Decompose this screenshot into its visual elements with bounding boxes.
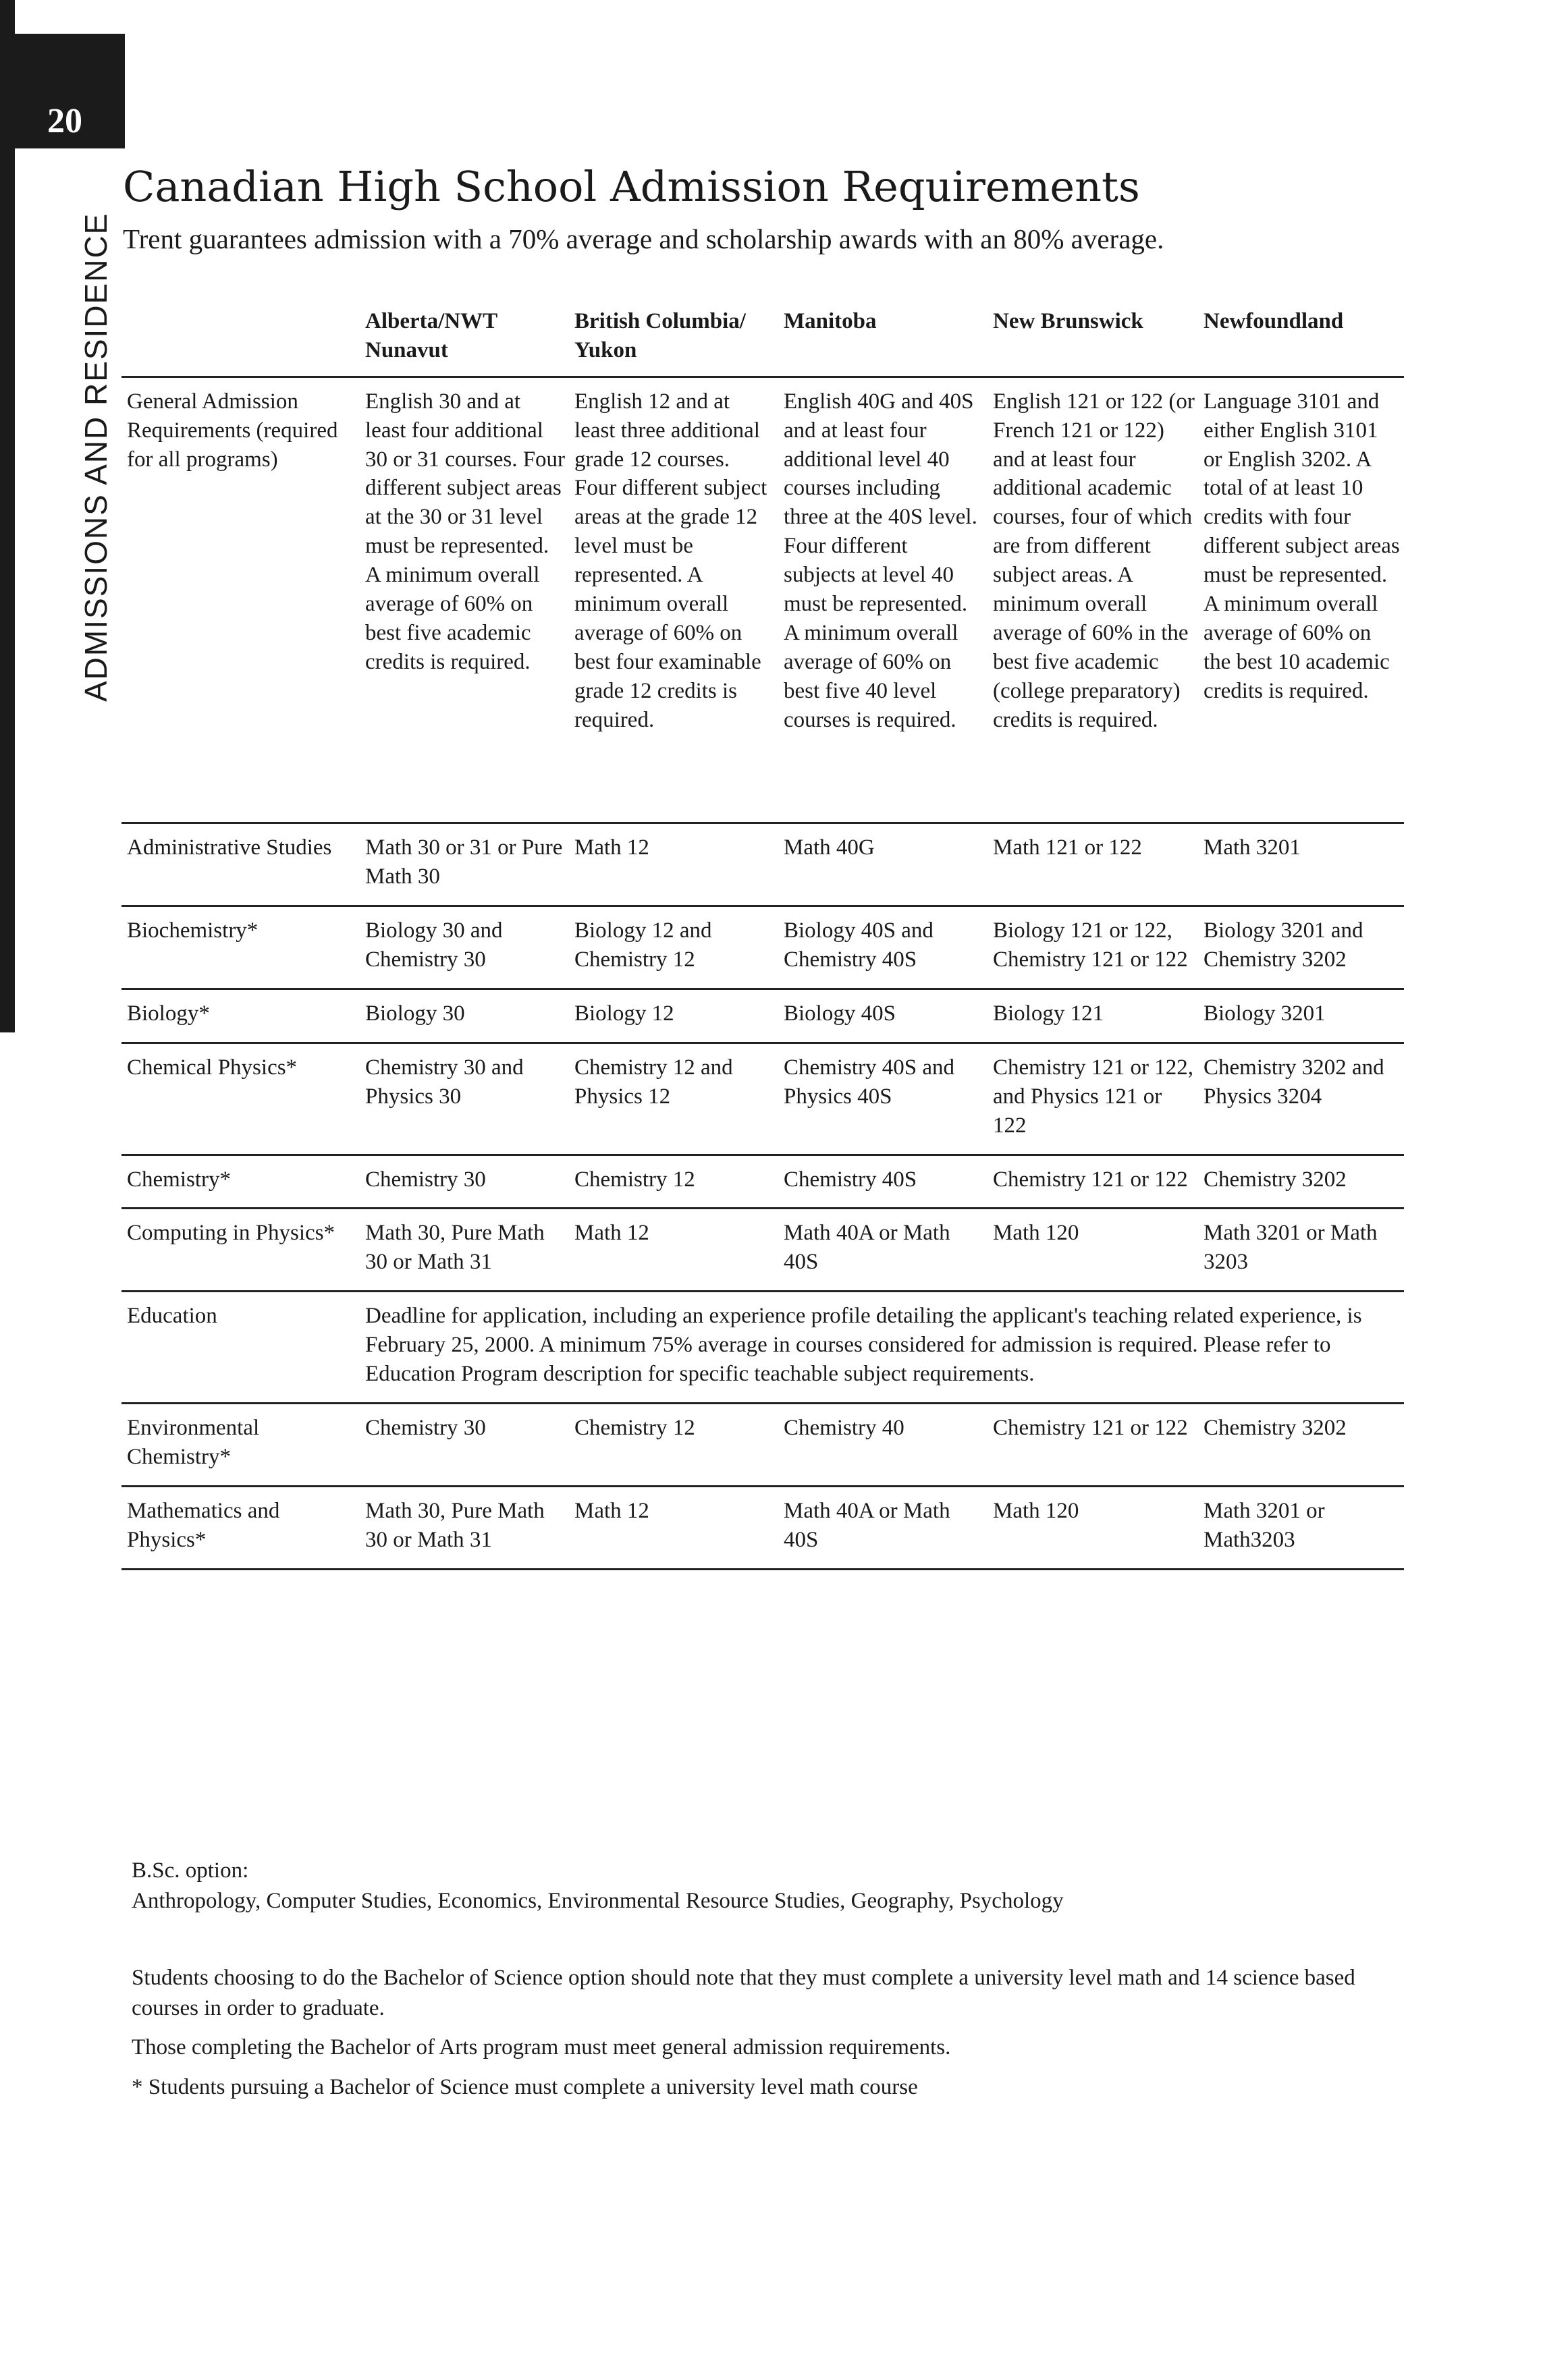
table-cell: Chemistry 30 and Physics 30 <box>361 1043 570 1155</box>
table-cell: Chemistry 3202 and Physics 3204 <box>1199 1043 1404 1155</box>
table-cell: Biology 3201 and Chemistry 3202 <box>1199 906 1404 989</box>
column-header-manitoba: Manitoba <box>780 300 989 377</box>
table-cell: English 12 and at least three additional grade 12 courses. Four different subject areas at the grade 12 level must be represented. A minimum overall average of 60% on best four examinable grade 12 credits is required. <box>574 389 767 732</box>
row-label: Education <box>121 1292 361 1404</box>
row-label: Computing in Physics* <box>121 1209 361 1292</box>
column-header <box>121 300 361 377</box>
education-note: Deadline for application, including an experience profile detailing the applicant's teaching related experience, is February 25, 2000. A minimum 75% average in courses considered for admission is required. Please refer to Education Program description for specific teachable subject requirements. <box>361 1292 1404 1404</box>
row-label: Chemical Physics* <box>121 1043 361 1155</box>
row-label: Chemistry* <box>121 1155 361 1209</box>
table-cell: English 40G and 40S and at least four additional level 40 courses including three at the 40S level. Four different subjects at level 40 must be represented. A minimum overall average of 60% on best five 40 level courses is required. <box>784 389 977 732</box>
table-cell: Biology 30 <box>361 989 570 1043</box>
table-cell: Math 40G <box>780 823 989 906</box>
page-subtitle: Trent guarantees admission with a 70% average and scholarship awards with an 80% average. <box>123 223 1164 254</box>
table-row <box>121 1209 1404 1292</box>
table-cell: Chemistry 30 <box>361 1403 570 1486</box>
table-row <box>121 989 1404 1043</box>
table-cell: Biology 121 <box>989 989 1199 1043</box>
page-number: 20 <box>47 102 82 140</box>
table-row-general <box>121 377 1404 823</box>
bsc-option-heading: B.Sc. option: <box>132 1858 249 1883</box>
sidebar-strip <box>0 0 15 1032</box>
table-cell: Math 120 <box>989 1209 1199 1292</box>
table-cell: Math 120 <box>989 1486 1199 1569</box>
table-row <box>121 823 1404 906</box>
table-cell: Chemistry 12 <box>570 1403 780 1486</box>
table-cell: Math 3201 <box>1199 823 1404 906</box>
table-cell: Chemistry 12 and Physics 12 <box>570 1043 780 1155</box>
table-cell: Biology 12 <box>570 989 780 1043</box>
table-cell: Biology 40S <box>780 989 989 1043</box>
table-cell: Biology 12 and Chemistry 12 <box>570 906 780 989</box>
row-label: Biochemistry* <box>121 906 361 989</box>
table-row <box>121 1403 1404 1486</box>
table-cell: Math 12 <box>570 823 780 906</box>
table-cell: Math 40A or Math 40S <box>780 1209 989 1292</box>
table-cell: Biology 3201 <box>1199 989 1404 1043</box>
table-cell: Chemistry 3202 <box>1199 1403 1404 1486</box>
table-cell: Math 30, Pure Math 30 or Math 31 <box>361 1486 570 1569</box>
column-header-alberta: Alberta/NWT Nunavut <box>361 300 570 377</box>
table-cell: Math 12 <box>570 1209 780 1292</box>
table-cell: Chemistry 40S and Physics 40S <box>780 1043 989 1155</box>
table-cell: Biology 121 or 122, Chemistry 121 or 122 <box>989 906 1199 989</box>
table-row <box>121 1155 1404 1209</box>
section-label: ADMISSIONS AND RESIDENCE <box>78 212 113 702</box>
table-cell: Math 3201 or Math 3203 <box>1199 1209 1404 1292</box>
table-cell: Biology 30 and Chemistry 30 <box>361 906 570 989</box>
row-label: Mathematics and Physics* <box>121 1486 361 1569</box>
table-cell: Chemistry 121 or 122, and Physics 121 or 122 <box>989 1043 1199 1155</box>
page-number-tab <box>0 34 125 148</box>
column-header-new-brunswick: New Brunswick <box>989 300 1199 377</box>
row-label: Biology* <box>121 989 361 1043</box>
column-header-newfoundland: Newfoundland <box>1199 300 1404 377</box>
table-cell: Chemistry 12 <box>570 1155 780 1209</box>
page-title: Canadian High School Admission Requirements <box>123 162 1140 211</box>
admission-requirements-table <box>121 300 1404 1570</box>
table-cell: Chemistry 30 <box>361 1155 570 1209</box>
table-cell: Chemistry 121 or 122 <box>989 1155 1199 1209</box>
table-row <box>121 1043 1404 1155</box>
row-label: General Admission Requirements (required for all programs) <box>127 389 338 472</box>
table-cell: Chemistry 40S <box>780 1155 989 1209</box>
table-cell: Chemistry 3202 <box>1199 1155 1404 1209</box>
asterisk-footnote: * Students pursuing a Bachelor of Science must complete a university level math course <box>132 2074 918 2099</box>
table-cell: Math 30 or 31 or Pure Math 30 <box>361 823 570 906</box>
table-cell: Chemistry 40 <box>780 1403 989 1486</box>
table-cell: Math 12 <box>570 1486 780 1569</box>
table-cell: English 30 and at least four additional 30 or 31 courses. Four different subject areas at the 30 or 31 level must be represented. A minimum overall average of 60% on best five academic credits is required. <box>365 389 566 674</box>
column-header-british-columbia: British Columbia/ Yukon <box>570 300 780 377</box>
table-cell: English 121 or 122 (or French 121 or 122) and at least four additional academic courses, four of which are from different subject areas. A minimum overall average of 60% in the best five academic (college preparatory) credits is required. <box>993 389 1195 732</box>
table-header-row <box>121 300 1404 377</box>
footnotes <box>132 1856 1401 2102</box>
table-cell: Math 40A or Math 40S <box>780 1486 989 1569</box>
bsc-option-list: Anthropology, Computer Studies, Economics, Environmental Resource Studies, Geography, Psychology <box>132 1888 1064 1913</box>
bsc-note: Students choosing to do the Bachelor of Science option should note that they must complete a university level math and 14 science based courses in order to graduate. <box>132 1966 1355 2020</box>
ba-note: Those completing the Bachelor of Arts program must meet general admission requirements. <box>132 2035 951 2060</box>
table-cell: Math 3201 or Math3203 <box>1199 1486 1404 1569</box>
table-cell: Math 30, Pure Math 30 or Math 31 <box>361 1209 570 1292</box>
table-cell: Language 3101 and either English 3101 or English 3202. A total of at least 10 credits with four different subject areas must be represented. A minimum overall average of 60% on the best 10 academic credits is required. <box>1204 389 1400 703</box>
table-cell: Chemistry 121 or 122 <box>989 1403 1199 1486</box>
row-label: Administrative Studies <box>121 823 361 906</box>
table-cell: Math 121 or 122 <box>989 823 1199 906</box>
table-row <box>121 1486 1404 1569</box>
table-row-education <box>121 1292 1404 1404</box>
table-row <box>121 906 1404 989</box>
table-cell: Biology 40S and Chemistry 40S <box>780 906 989 989</box>
row-label: Environmental Chemistry* <box>121 1403 361 1486</box>
